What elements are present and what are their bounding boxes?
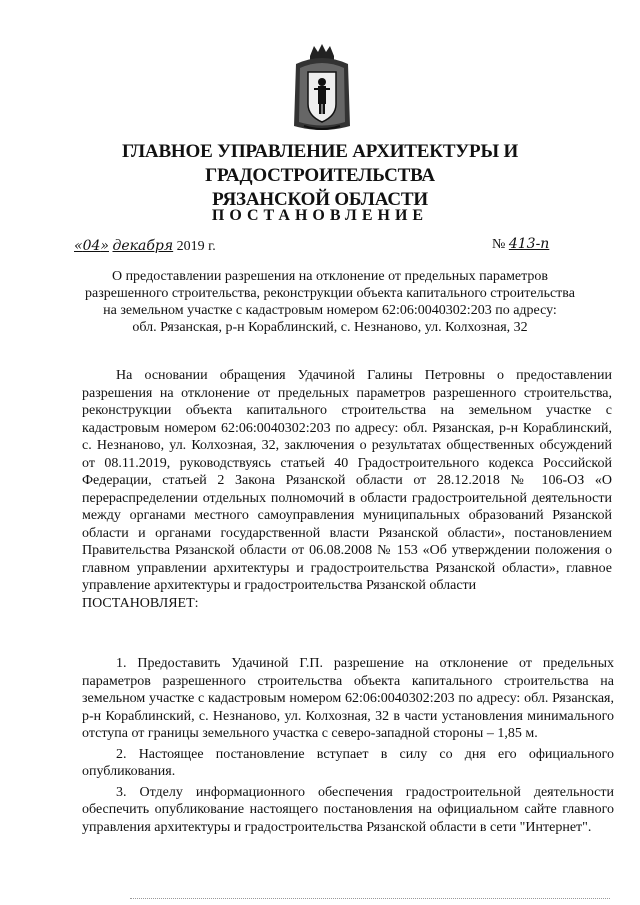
resolution-items xyxy=(82,655,614,839)
subject-line-4: обл. Рязанская, р-н Кораблинский, с. Незнаново, ул. Колхозная, 32 xyxy=(132,320,528,335)
resolution-item-3: 3. Отделу информационного обеспечения градостроительной деятельности обеспечить опубликование настоящего постановления на официальном сайте главного управления архитектуры и градостроительства Рязанской области в сети "Интернет". xyxy=(82,784,614,835)
document-subject xyxy=(60,268,600,336)
subject-line-3: на земельном участке с кадастровым номером 62:06:0040302:203 по адресу: xyxy=(103,303,557,318)
date-close-quote: » xyxy=(100,238,109,254)
org-line-2: РЯЗАНСКОЙ ОБЛАСТИ xyxy=(212,189,428,210)
subject-line-2: разрешенного строительства, реконструкции объекта капитального строительства xyxy=(85,286,575,301)
document-number xyxy=(492,236,549,253)
preamble-paragraph: На основании обращения Удачиной Галины Петровны о предоставлении разрешения на отклонение от предельных параметров разрешенного строительства, реконструкции объекта капитального строительства на земельном участке с кадастровым номером 62:06:0040302:203 по адресу: обл. Рязанская, р-н Кораблинский, с. Незнаново, ул. Колхозная, 32, заключения о результатах общественных обсуждений от 08.11.2019, руководствуясь статьей 40 Градостроительного кодекса Российской Федерации, статьей 2 Закона Рязанской области от 28.12.2018 № 106-ОЗ «О перераспределении отдельных полномочий в области градостроительной деятельности между органами местного самоуправления муниципальных образований Рязанской области и органами государственной власти Рязанской области», постановлением Правительства Рязанской области от 06.08.2008 № 153 «Об утверждении положения о главном управлении архитектуры и градостроительства Рязанской области», главное управление архитектуры и градостроительства Рязанской области xyxy=(82,368,612,593)
date-day: 04 xyxy=(82,238,101,254)
document-date xyxy=(74,238,216,255)
date-year: 2019 г. xyxy=(176,239,216,254)
resolution-item-2: 2. Настоящее постановление вступает в силу со дня его официального опубликования. xyxy=(82,746,614,779)
org-line-1: ГЛАВНОЕ УПРАВЛЕНИЕ АРХИТЕКТУРЫ И ГРАДОСТРОИТЕЛЬСТВА xyxy=(121,141,519,186)
resolves-heading: ПОСТАНОВЛЯЕТ: xyxy=(82,595,199,611)
organization-name xyxy=(40,140,600,212)
resolution-item-1: 1. Предоставить Удачиной Г.П. разрешение на отклонение от предельных параметров разрешенного строительства объекта капитального строительства на земельном участке с кадастровым номером 62:06:0040302:203 по адресу: обл. Рязанская, р-н Кораблинский, с. Незнаново, ул. Колхозная, 32 в части установления минимального отступа от границы земельного участка с северо-западной стороны – 1,85 м. xyxy=(82,656,614,741)
page-bottom-divider xyxy=(130,898,610,900)
number-label: № xyxy=(492,237,506,252)
document-body xyxy=(82,367,612,612)
number-value: 413-п xyxy=(508,236,550,252)
coat-of-arms-icon xyxy=(290,42,354,134)
date-month: декабря xyxy=(112,238,174,254)
document-type: ПОСТАНОВЛЕНИЕ xyxy=(211,207,429,224)
date-open-quote: « xyxy=(74,238,83,254)
subject-line-1: О предоставлении разрешения на отклонение от предельных параметров xyxy=(111,269,549,284)
